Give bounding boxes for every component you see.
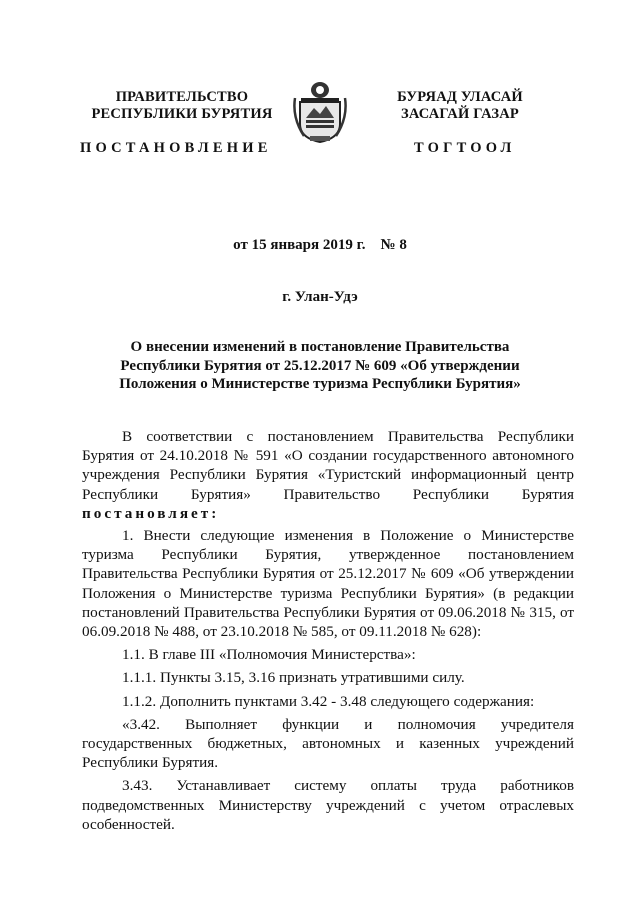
document-city: г. Улан-Удэ — [282, 289, 358, 305]
document-date: от 15 января 2019 г. — [233, 237, 366, 253]
decree-word: постановляет: — [82, 504, 220, 522]
preamble-text — [82, 427, 574, 523]
document-title: О внесении изменений в постановление Правительства Республики Бурятия от 25.12.2017 № 609 «Об утверждении Положения о Министерстве туризма Республики Бурятия» — [119, 339, 521, 392]
header-left — [82, 89, 282, 123]
item-3-43: 3.43. Устанавливает систему оплаты труда работников подведомственных Министерству учреждений с учетом отраслевых особенностей. — [82, 777, 574, 833]
government-name-line1: ПРАВИТЕЛЬСТВО — [115, 89, 249, 105]
preamble — [82, 427, 574, 523]
document-type-russian: ПОСТАНОВЛЕНИЕ — [80, 140, 272, 156]
government-name-line2: РЕСПУБЛИКИ БУРЯТИЯ — [91, 106, 273, 122]
government-name-buryat-line2: ЗАСАГАЙ ГАЗАР — [401, 106, 519, 122]
preamble-body: В соответствии с постановлением Правительства Республики Бурятия от 24.10.2018 № 591 «О создании государственного автономного учреждения Республики Бурятия «Туристский информационный центр Республики Бурятия» Правительство Республики Бурятия — [82, 428, 574, 503]
decree-items — [82, 526, 574, 834]
item-1-1-2: 1.1.2. Дополнить пунктами 3.42 - 3.48 следующего содержания: — [122, 692, 535, 710]
document-date-number — [0, 236, 640, 254]
coat-of-arms-buryatia-icon — [292, 78, 348, 144]
document-number: № 8 — [380, 237, 407, 253]
item-3-42: «3.42. Выполняет функции и полномочия учредителя государственных бюджетных, автономных и казенных учреждений Республики Бурятия. — [82, 715, 574, 772]
item-1-1-1: 1.1.1. Пункты 3.15, 3.16 признать утратившими силу. — [122, 669, 465, 687]
item-1: 1. Внести следующие изменения в Положение о Министерстве туризма Республики Бурятия, утвержденное постановлением Правительства Республики Бурятия от 25.12.2017 № 609 «Об утверждении Положения о Министерстве туризма Республики Бурятия» (в редакции постановлений Правительства Республики Бурятия от 09.06.2018 № 315, от 06.09.2018 № 488, от 23.10.2018 № 585, от 09.11.2018 № 628): — [82, 527, 574, 641]
header-right — [360, 89, 560, 123]
government-name-buryat-line1: БУРЯАД УЛАСАЙ — [397, 89, 523, 105]
document-type-buryat: ТОГТООЛ — [414, 140, 516, 156]
item-1-1: 1.1. В главе III «Полномочия Министерства»: — [122, 646, 416, 664]
